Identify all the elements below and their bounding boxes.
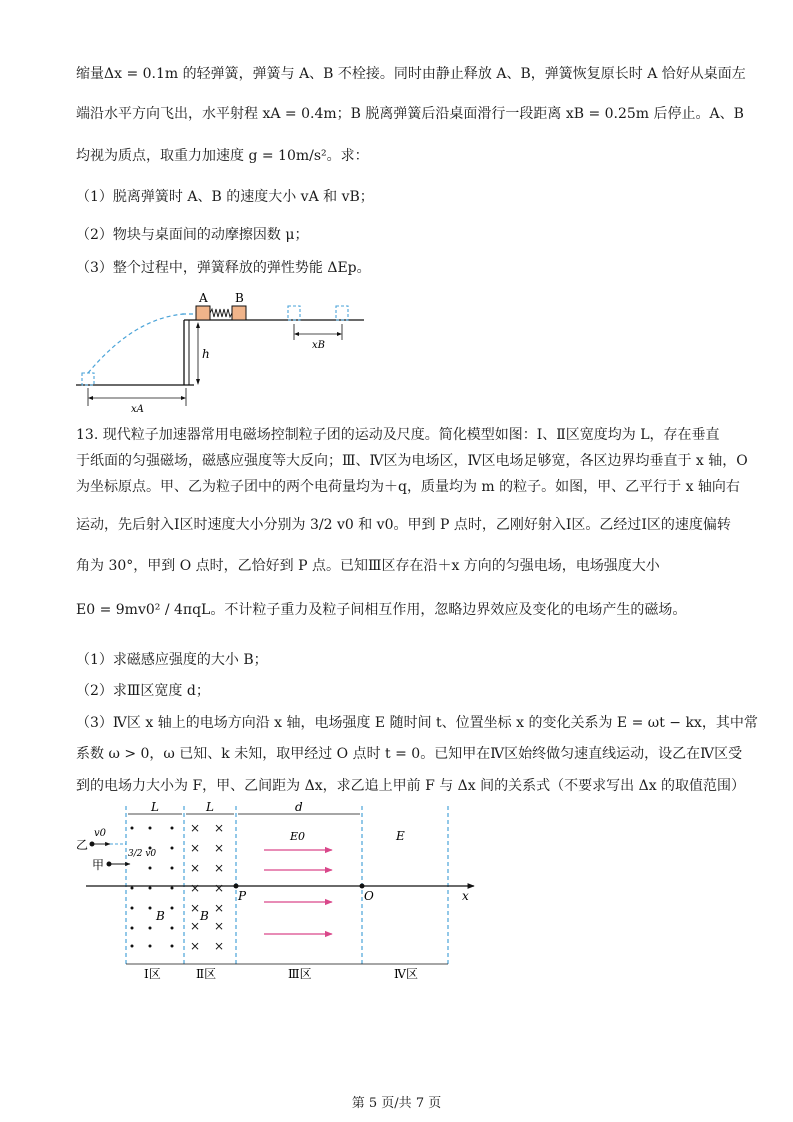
point-o: [360, 884, 365, 889]
p13-line-2: 于纸面的匀强磁场，磁感应强度等大反向；Ⅲ、Ⅳ区为电场区，Ⅳ区电场足够宽，各区边界均垂直于 x 轴，O: [76, 453, 748, 469]
p13-line-6: E0 = 9mv0² / 4πqL。不计粒子重力及粒子间相互作用，忽略边界效应及变化的电场产生的磁场。: [76, 602, 687, 618]
point-p: [234, 884, 239, 889]
p12-question-2: （2）物块与桌面间的动摩擦因数 μ；: [76, 227, 309, 243]
p13-line-4: 运动，先后射入Ⅰ区时速度大小分别为 3/2 v0 和 v0。甲到 P 点时，乙刚好射入Ⅰ区。乙经过Ⅰ区的速度偏转: [76, 517, 731, 533]
p13-line-1: 13. 现代粒子加速器常用电磁场控制粒子团的运动及尺度。简化模型如图：Ⅰ、Ⅱ区宽度均为 L，存在垂直: [76, 427, 720, 443]
svg-text:×: ×: [214, 861, 225, 875]
svg-text:×: ×: [190, 821, 201, 835]
label-x-axis: x: [462, 889, 469, 903]
label-b: B: [235, 291, 244, 305]
svg-text:×: ×: [190, 939, 201, 953]
label-p: P: [238, 889, 247, 903]
label-l1: L: [151, 800, 159, 814]
label-b-region2: B: [200, 909, 209, 923]
label-v0: v0: [94, 828, 107, 839]
label-region-1: Ⅰ区: [144, 967, 161, 981]
label-region-3: Ⅲ区: [288, 967, 312, 981]
label-region-2: Ⅱ区: [196, 967, 217, 981]
particle-yi: [90, 842, 95, 847]
label-xb: xB: [312, 340, 325, 351]
particle-jia: [107, 862, 112, 867]
svg-text:×: ×: [214, 919, 225, 933]
label-l2: L: [206, 800, 214, 814]
block-b: [232, 306, 246, 320]
spring: [210, 309, 232, 317]
page-footer: 第 5 页/共 7 页: [351, 1096, 442, 1111]
svg-text:×: ×: [190, 881, 201, 895]
xa-arrow-left: [88, 396, 93, 400]
accelerator-figure: [76, 800, 486, 982]
spring-table-figure: [74, 288, 374, 416]
svg-text:×: ×: [214, 939, 225, 953]
label-h: h: [202, 347, 210, 361]
p12-line-1: 缩量Δx = 0.1m 的轻弹簧，弹簧与 A、B 不栓接。同时由静止释放 A、B，弹簧恢复原长时 A 恰好从桌面左: [76, 66, 746, 82]
region-2-field-crosses: [190, 821, 224, 953]
svg-text:×: ×: [190, 861, 201, 875]
region-1-field-dots: [131, 827, 174, 948]
p13-question-3b: 系数 ω > 0，ω 已知、k 未知，取甲经过 O 点时 t = 0。已知甲在Ⅳ区始终做匀速直线运动，设乙在Ⅳ区受: [76, 746, 743, 762]
p12-question-3: （3）整个过程中，弹簧释放的弹性势能 ΔEp。: [76, 260, 371, 276]
label-e0: E0: [290, 830, 306, 843]
svg-text:×: ×: [190, 841, 201, 855]
p12-line-3: 均视为质点，取重力加速度 g = 10m/s²。求：: [76, 148, 369, 164]
svg-text:×: ×: [190, 901, 201, 915]
xa-arrow-right: [181, 396, 186, 400]
label-yi: 乙: [76, 838, 89, 852]
p12-question-1: （1）脱离弹簧时 A、B 的速度大小 vA 和 vB；: [76, 189, 374, 205]
p13-question-3c: 到的电场力大小为 F，甲、乙间距为 Δx，求乙追上甲前 F 与 Δx 间的关系式（不要求写出 Δx 的取值范围）: [76, 778, 746, 794]
label-xa: xA: [131, 404, 144, 415]
b-stop-box-2: [336, 306, 348, 320]
trajectory-dashed: [88, 314, 184, 373]
p13-line-5: 角为 30°，甲到 O 点时，乙恰好到 P 点。已知Ⅲ区存在沿＋x 方向的匀强电场，电场强度大小: [76, 558, 660, 574]
h-arrow-top: [196, 322, 200, 328]
label-jia: 甲: [92, 858, 105, 872]
label-e: E: [396, 829, 405, 843]
label-a: A: [199, 291, 208, 305]
svg-text:×: ×: [214, 841, 225, 855]
svg-text:×: ×: [214, 901, 225, 915]
xb-arrow-right: [337, 332, 342, 336]
block-a: [196, 306, 210, 320]
label-b-region1: B: [156, 909, 165, 923]
label-d: d: [295, 800, 303, 814]
label-o: O: [364, 889, 374, 903]
label-v32: 3/2 v0: [128, 849, 157, 859]
svg-text:×: ×: [214, 821, 225, 835]
p13-question-2: （2）求Ⅲ区宽度 d；: [76, 683, 210, 699]
xb-arrow-left: [294, 332, 299, 336]
p13-question-1: （1）求磁感应强度的大小 B；: [76, 652, 268, 668]
label-region-4: Ⅳ区: [394, 967, 418, 981]
p13-line-3: 为坐标原点。甲、乙为粒子团中的两个电荷量均为＋q，质量均为 m 的粒子。如图，甲、乙平行于 x 轴向右: [76, 479, 740, 495]
h-arrow-bottom: [196, 379, 200, 385]
landing-box: [82, 373, 94, 385]
p13-question-3a: （3）Ⅳ区 x 轴上的电场方向沿 x 轴，电场强度 E 随时间 t、位置坐标 x 的变化关系为 E = ωt − kx，其中常: [76, 715, 758, 731]
svg-text:×: ×: [214, 881, 225, 895]
svg-text:×: ×: [190, 919, 201, 933]
p12-line-2: 端沿水平方向飞出，水平射程 xA = 0.4m；B 脱离弹簧后沿桌面滑行一段距离 xB = 0.25m 后停止。A、B: [76, 106, 744, 122]
b-stop-box-1: [288, 306, 300, 320]
